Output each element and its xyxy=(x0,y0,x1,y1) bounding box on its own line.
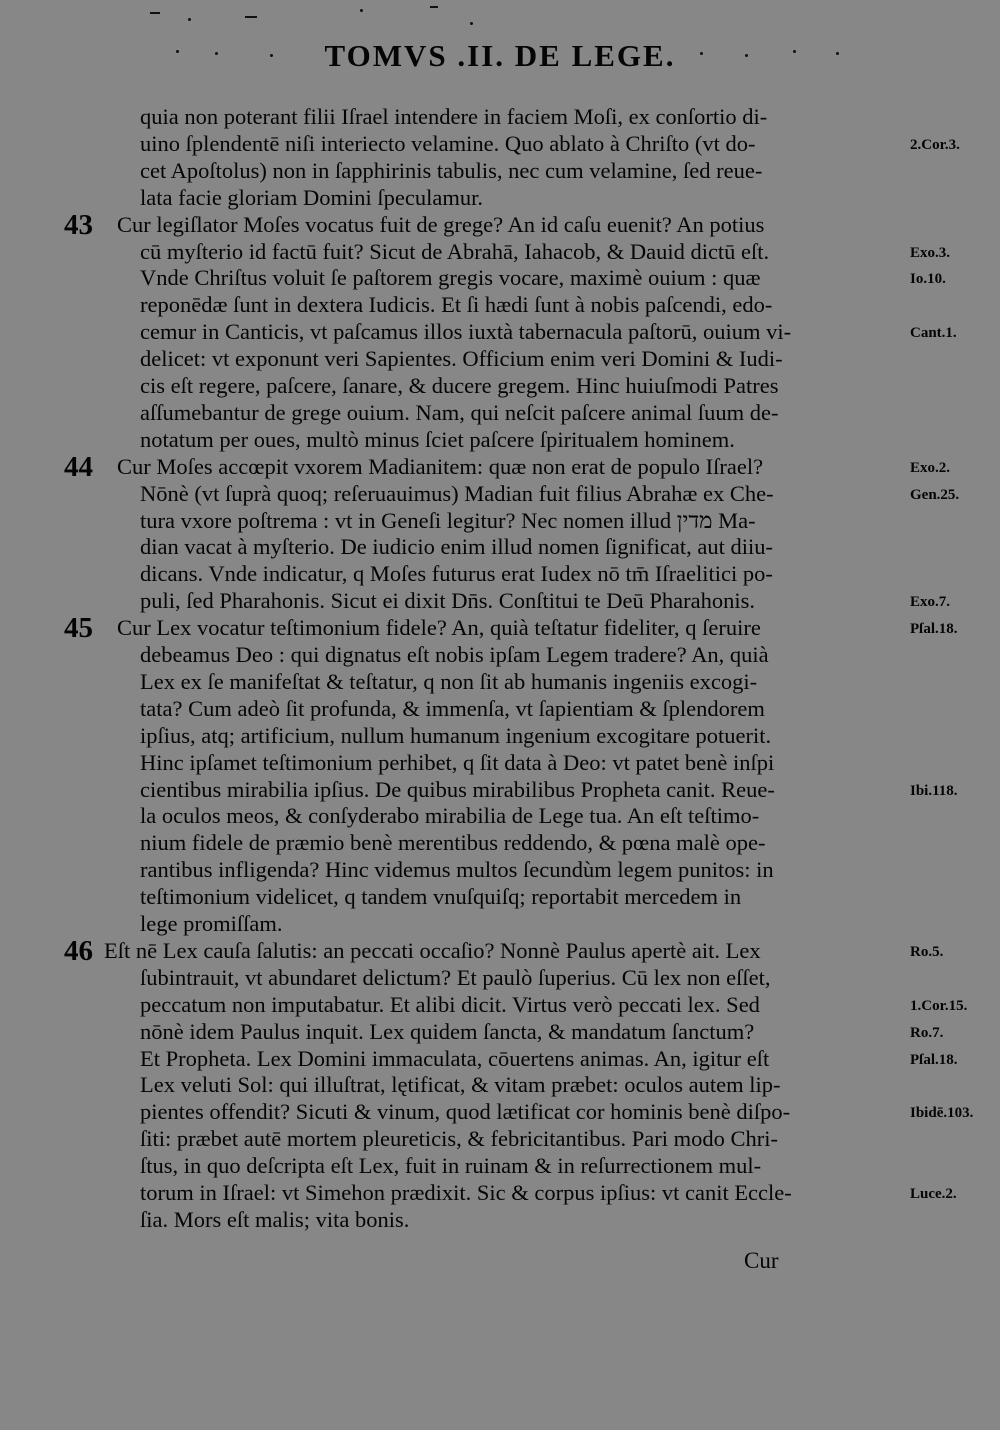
text-line xyxy=(0,208,1000,241)
text-line xyxy=(0,561,1000,587)
text-line xyxy=(0,612,1000,645)
line-text: delicet: vt exponunt veri Sapientes. Officium enim veri Domini & Iudi- xyxy=(140,346,783,372)
line-text: nium fidele de præmio benè merentibus reddendo, & pœna malè ope- xyxy=(140,830,766,856)
text-line xyxy=(0,400,1000,426)
line-text: ipſius, atq; artificium, nullum humanum ingenium excogitare potuerit. xyxy=(140,722,772,748)
text-line xyxy=(0,1019,1000,1045)
line-text: puli, ſed Pharahonis. Sicut ei dixit Dn̄s. Conſtitui te Deū Pharahonis. xyxy=(140,588,755,614)
margin-reference: Pſal.18. xyxy=(910,1051,958,1068)
question-number: 44 xyxy=(64,450,93,483)
text-line xyxy=(0,696,1000,722)
question-number: 43 xyxy=(64,208,93,241)
margin-reference: Ro.5. xyxy=(910,943,944,960)
line-text: la oculos meos, & conſyderabo mirabilia de Lege tua. An eſt teſtimo- xyxy=(140,803,760,829)
line-text: uino ſplendentē niſi interiecto velamine. Quo ablato à Chriſto (vt do- xyxy=(140,130,756,156)
text-line xyxy=(0,1046,1000,1072)
line-text: dicans. Vnde indicatur, q Moſes futurus erat Iudex nō tm̄ Iſraelitici po- xyxy=(140,561,773,587)
text-line xyxy=(0,857,1000,883)
margin-reference: Exo.3. xyxy=(910,244,951,261)
line-text: lege promiſſam. xyxy=(140,911,283,936)
text-line xyxy=(0,992,1000,1018)
text-line xyxy=(0,481,1000,507)
line-text: nōnè idem Paulus inquit. Lex quidem ſancta, & mandatum ſanctum? xyxy=(140,1018,755,1044)
text-line xyxy=(0,265,1000,291)
text-line xyxy=(0,1099,1000,1125)
text-line xyxy=(0,1072,1000,1098)
text-line xyxy=(0,292,1000,318)
line-text: lata facie gloriam Domini ſpeculamur. xyxy=(140,184,484,210)
margin-reference: Ibidē.103. xyxy=(910,1105,974,1122)
text-line xyxy=(0,777,1000,803)
text-line xyxy=(0,884,1000,910)
line-text: ſiti: præbet autē mortem pleureticis, & febricitantibus. Pari modo Chri- xyxy=(140,1126,778,1152)
line-text: dian vacat à myſterio. De iudicio enim illud nomen ſignificat, aut diiu- xyxy=(140,534,773,560)
line-text: ſtus, in quo deſcripta eſt Lex, fuit in ruinam & in reſurrectionem mul- xyxy=(140,1153,762,1179)
line-text: cientibus mirabilia ipſius. De quibus mirabilibus Propheta canit. Reue- xyxy=(140,776,775,802)
text-line xyxy=(0,104,1000,130)
text-line xyxy=(0,508,1000,534)
line-text: aſſumebantur de grege ouium. Nam, qui neſcit paſcere animal ſuum de- xyxy=(140,399,779,425)
text-line xyxy=(0,588,1000,614)
line-text: quia non poterant filii Iſrael intendere in faciem Moſi, ex conſortio di- xyxy=(140,104,768,129)
text-line xyxy=(0,427,1000,453)
text-line xyxy=(0,1207,1000,1233)
text-line xyxy=(0,750,1000,776)
text-line xyxy=(0,642,1000,668)
text-line xyxy=(0,158,1000,184)
line-text: cet Apoſtolus) non in ſapphirinis tabulis, nec cum velamine, ſed reue- xyxy=(140,157,763,183)
line-text: pientes offendit? Sicuti & vinum, quod lætificat cor hominis benè diſpo- xyxy=(140,1099,791,1125)
margin-reference: Io.10. xyxy=(910,271,946,288)
line-text: cū myſterio id factū fuit? Sicut de Abrahā, Iahacob, & Dauid dictū eſt. xyxy=(140,238,770,264)
question-number: 46 xyxy=(64,934,93,967)
line-text: tata? Cum adeò ſit profunda, & immenſa, vt ſapientiam & ſplendorem xyxy=(140,695,765,721)
print-specks xyxy=(0,0,1000,40)
text-line xyxy=(0,965,1000,991)
text-line xyxy=(0,1153,1000,1179)
line-text: cis eſt regere, paſcere, ſanare, & ducere gregem. Hinc huiuſmodi Patres xyxy=(140,373,779,398)
text-line xyxy=(0,911,1000,937)
line-text: ſubintrauit, vt abundaret delictum? Et paulò ſuperius. Cū lex non eſſet, xyxy=(140,964,771,990)
text-line xyxy=(0,803,1000,829)
page-header: TOMVS .II. DE LEGE. xyxy=(324,38,676,73)
margin-reference: Pſal.18. xyxy=(910,621,958,638)
margin-reference: Exo.7. xyxy=(910,594,951,611)
text-line xyxy=(0,934,1000,967)
line-text: debeamus Deo : qui dignatus eſt nobis ipſam Legem tradere? An, quià xyxy=(140,642,769,667)
line-text: Cur Moſes accœpit vxorem Madianitem: quæ non erat de populo Iſrael? xyxy=(117,453,764,479)
margin-reference: Ibi.118. xyxy=(910,782,958,799)
text-line xyxy=(0,669,1000,695)
line-text: Cur legiſlator Moſes vocatus fuit de grege? An id caſu euenit? An potius xyxy=(117,211,765,237)
line-text: tura vxore poſtrema : vt in Geneſi legitur? Nec nomen illud מדין Ma- xyxy=(140,507,756,533)
margin-reference: Exo.2. xyxy=(910,459,951,476)
line-text: Nōnè (vt ſuprà quoq; reſeruauimus) Madian fuit filius Abrahæ ex Che- xyxy=(140,480,774,506)
line-text: peccatum non imputabatur. Et alibi dicit. Virtus verò peccati lex. Sed xyxy=(140,991,760,1017)
margin-reference: 1.Cor.15. xyxy=(910,997,968,1014)
text-line xyxy=(0,239,1000,265)
line-text: Lex ex ſe manifeſtat & teſtatur, q non ſit ab humanis ingeniis excogi- xyxy=(140,668,758,694)
line-text: Cur Lex vocatur teſtimonium fidele? An, quià teſtatur fideliter, q ſeruire xyxy=(117,615,761,641)
text-line xyxy=(0,723,1000,749)
line-text: Lex veluti Sol: qui illuſtrat, lętificat, & vitam præbet: oculos autem lip- xyxy=(140,1072,781,1098)
line-text: notatum per oues, multò minus ſciet paſcere ſpiritualem hominem. xyxy=(140,426,735,452)
text-line xyxy=(0,131,1000,157)
text-line xyxy=(0,1180,1000,1206)
line-text: reponēdæ ſunt in dextera Iudicis. Et ſi hædi ſunt à nobis paſcendi, edo- xyxy=(140,292,773,318)
line-text: Vnde Chriſtus voluit ſe paſtorem gregis vocare, maximè ouium : quæ xyxy=(140,265,761,291)
margin-reference: 2.Cor.3. xyxy=(910,136,960,153)
line-text: ſia. Mors eſt malis; vita bonis. xyxy=(140,1206,410,1232)
text-line xyxy=(0,319,1000,345)
margin-reference: Gen.25. xyxy=(910,486,960,503)
text-line xyxy=(0,534,1000,560)
line-text: cemur in Canticis, vt paſcamus illos iuxtà tabernacula paſtorū, ouium vi- xyxy=(140,319,792,345)
line-text: Hinc ipſamet teſtimonium perhibet, q ſit data à Deo: vt patet benè inſpi xyxy=(140,749,775,775)
margin-reference: Ro.7. xyxy=(910,1024,944,1041)
text-line xyxy=(0,450,1000,483)
text-line xyxy=(0,373,1000,399)
margin-reference: Cant.1. xyxy=(910,325,957,342)
margin-reference: Luce.2. xyxy=(910,1186,957,1202)
text-line xyxy=(0,185,1000,211)
line-text: Et Propheta. Lex Domini immaculata, cōuertens animas. An, igitur eſt xyxy=(140,1045,770,1071)
line-text: teſtimonium videlicet, q tandem vnuſquiſq; reportabit mercedem in xyxy=(140,884,742,910)
text-line xyxy=(0,346,1000,372)
question-number: 45 xyxy=(64,612,93,645)
text-line xyxy=(0,830,1000,856)
text-line xyxy=(0,1126,1000,1152)
line-text: torum in Iſrael: vt Simehon prædixit. Sic & corpus ipſius: vt canit Eccle- xyxy=(140,1180,792,1205)
line-text: Eſt nē Lex cauſa ſalutis: an peccati occaſio? Nonnè Paulus apertè ait. Lex xyxy=(104,937,761,963)
catchword: Cur xyxy=(744,1248,779,1273)
line-text: rantibus infligenda? Hinc videmus multos ſecundùm legem punitos: in xyxy=(140,857,774,883)
